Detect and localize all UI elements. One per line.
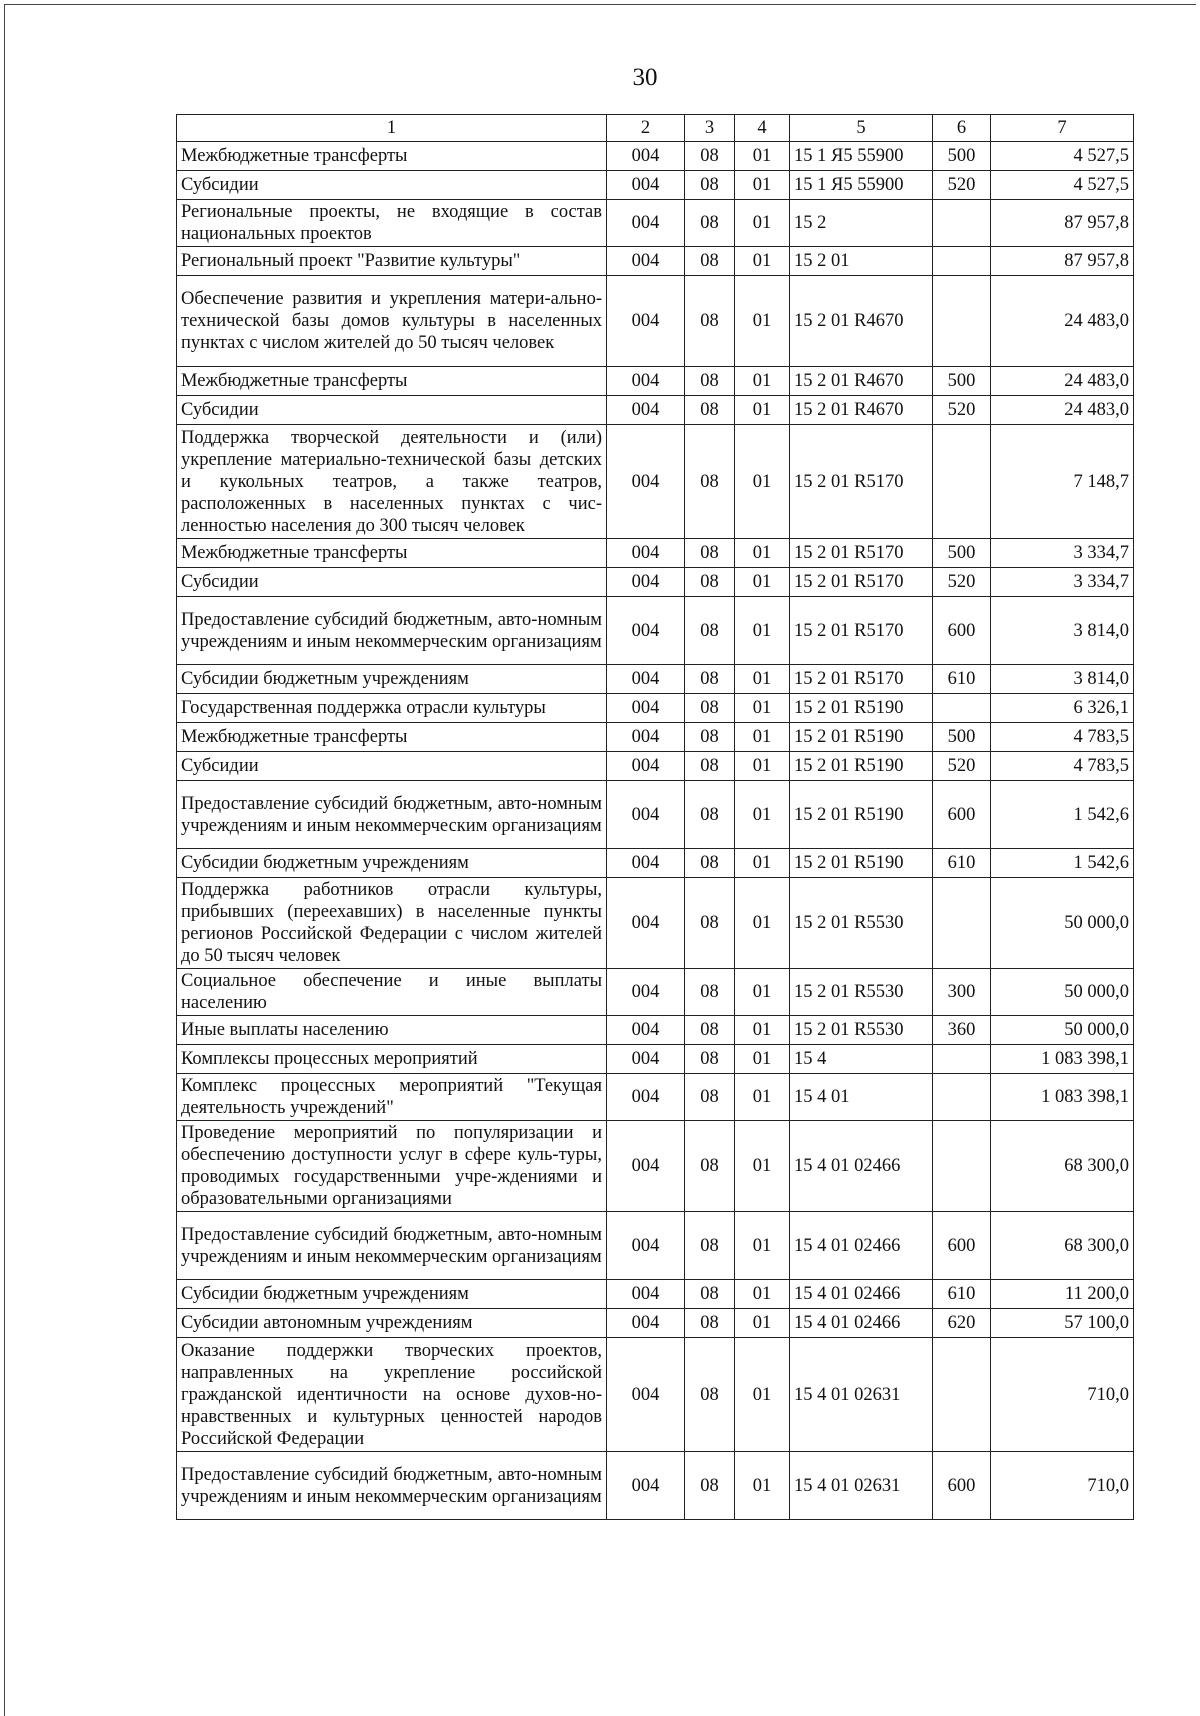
- subsection-code-cell: 01: [735, 1121, 790, 1212]
- expense-type-cell: 610: [933, 849, 991, 878]
- subsection-code-cell: 01: [735, 723, 790, 752]
- ministry-code-cell: 004: [607, 200, 685, 247]
- expense-type-cell: [933, 1045, 991, 1074]
- table-row: [177, 425, 1134, 539]
- ministry-code-cell: 004: [607, 1016, 685, 1045]
- ministry-code-cell: 004: [607, 781, 685, 849]
- subsection-code-cell: 01: [735, 752, 790, 781]
- section-code-cell: 08: [685, 1016, 735, 1045]
- subsection-code-cell: 01: [735, 568, 790, 597]
- section-code-cell: 08: [685, 969, 735, 1016]
- expense-type-cell: 520: [933, 171, 991, 200]
- amount-cell: 3 814,0: [991, 597, 1134, 665]
- target-article-cell: 15 2 01 R4670: [790, 396, 933, 425]
- table-row: [177, 200, 1134, 247]
- column-header: 6: [933, 115, 991, 142]
- column-header: 7: [991, 115, 1134, 142]
- ministry-code-cell: 004: [607, 1309, 685, 1338]
- section-code-cell: 08: [685, 142, 735, 171]
- amount-cell: 87 957,8: [991, 200, 1134, 247]
- column-header: 1: [177, 115, 607, 142]
- subsection-code-cell: 01: [735, 1280, 790, 1309]
- ministry-code-cell: 004: [607, 1121, 685, 1212]
- expense-type-cell: 600: [933, 597, 991, 665]
- item-name-cell: Субсидии: [177, 568, 607, 597]
- ministry-code-cell: 004: [607, 425, 685, 539]
- item-name-cell: Межбюджетные трансферты: [177, 723, 607, 752]
- item-name-cell: Субсидии бюджетным учреждениям: [177, 1280, 607, 1309]
- section-code-cell: 08: [685, 723, 735, 752]
- target-article-cell: 15 2 01 R5190: [790, 694, 933, 723]
- target-article-cell: 15 2 01 R5190: [790, 781, 933, 849]
- table-row: [177, 171, 1134, 200]
- item-name-cell: Субсидии автономным учреждениям: [177, 1309, 607, 1338]
- table-row: [177, 723, 1134, 752]
- target-article-cell: 15 2 01 R4670: [790, 276, 933, 367]
- item-name-cell: Поддержка работников отрасли культуры, прибывших (переехавших) в населенные пункты регионов Российской Федерации с числом жителей до 50 тысяч человек: [177, 878, 607, 969]
- section-code-cell: 08: [685, 694, 735, 723]
- section-code-cell: 08: [685, 171, 735, 200]
- expense-type-cell: [933, 247, 991, 276]
- item-name-cell: Межбюджетные трансферты: [177, 367, 607, 396]
- expense-type-cell: 610: [933, 665, 991, 694]
- amount-cell: 50 000,0: [991, 969, 1134, 1016]
- expense-type-cell: [933, 1338, 991, 1452]
- ministry-code-cell: 004: [607, 568, 685, 597]
- item-name-cell: Предоставление субсидий бюджетным, авто-номным учреждениям и иным некоммерческим организациям: [177, 781, 607, 849]
- subsection-code-cell: 01: [735, 781, 790, 849]
- target-article-cell: 15 2 01 R5170: [790, 425, 933, 539]
- section-code-cell: 08: [685, 1452, 735, 1520]
- ministry-code-cell: 004: [607, 276, 685, 367]
- section-code-cell: 08: [685, 849, 735, 878]
- amount-cell: 57 100,0: [991, 1309, 1134, 1338]
- section-code-cell: 08: [685, 1309, 735, 1338]
- expense-type-cell: 500: [933, 142, 991, 171]
- table-row: [177, 276, 1134, 367]
- section-code-cell: 08: [685, 425, 735, 539]
- budget-table: [176, 114, 1134, 1520]
- subsection-code-cell: 01: [735, 1338, 790, 1452]
- subsection-code-cell: 01: [735, 849, 790, 878]
- item-name-cell: Оказание поддержки творческих проектов, направленных на укрепление российской гражданской идентичности на основе духов-но-нравственных и культурных ценностей народов Российской Федерации: [177, 1338, 607, 1452]
- section-code-cell: 08: [685, 665, 735, 694]
- item-name-cell: Региональные проекты, не входящие в состав национальных проектов: [177, 200, 607, 247]
- target-article-cell: 15 1 Я5 55900: [790, 171, 933, 200]
- item-name-cell: Межбюджетные трансферты: [177, 539, 607, 568]
- ministry-code-cell: 004: [607, 396, 685, 425]
- amount-cell: 1 083 398,1: [991, 1045, 1134, 1074]
- amount-cell: 1 542,6: [991, 781, 1134, 849]
- table-row: [177, 247, 1134, 276]
- target-article-cell: 15 4 01 02466: [790, 1212, 933, 1280]
- item-name-cell: Государственная поддержка отрасли культуры: [177, 694, 607, 723]
- target-article-cell: 15 2 01 R5170: [790, 665, 933, 694]
- subsection-code-cell: 01: [735, 878, 790, 969]
- section-code-cell: 08: [685, 367, 735, 396]
- amount-cell: 24 483,0: [991, 367, 1134, 396]
- target-article-cell: 15 2 01 R5170: [790, 568, 933, 597]
- amount-cell: 87 957,8: [991, 247, 1134, 276]
- item-name-cell: Комплексы процессных мероприятий: [177, 1045, 607, 1074]
- subsection-code-cell: 01: [735, 1452, 790, 1520]
- item-name-cell: Иные выплаты населению: [177, 1016, 607, 1045]
- expense-type-cell: 600: [933, 1452, 991, 1520]
- ministry-code-cell: 004: [607, 171, 685, 200]
- item-name-cell: Субсидии бюджетным учреждениям: [177, 665, 607, 694]
- item-name-cell: Комплекс процессных мероприятий "Текущая деятельность учреждений": [177, 1074, 607, 1121]
- table-row: [177, 1074, 1134, 1121]
- section-code-cell: 08: [685, 597, 735, 665]
- target-article-cell: 15 2 01 R5530: [790, 878, 933, 969]
- amount-cell: 6 326,1: [991, 694, 1134, 723]
- section-code-cell: 08: [685, 396, 735, 425]
- amount-cell: 1 542,6: [991, 849, 1134, 878]
- amount-cell: 710,0: [991, 1338, 1134, 1452]
- expense-type-cell: [933, 200, 991, 247]
- amount-cell: 1 083 398,1: [991, 1074, 1134, 1121]
- section-code-cell: 08: [685, 781, 735, 849]
- item-name-cell: Субсидии: [177, 396, 607, 425]
- page-number: 30: [632, 64, 658, 91]
- item-name-cell: Субсидии: [177, 171, 607, 200]
- expense-type-cell: 520: [933, 568, 991, 597]
- amount-cell: 24 483,0: [991, 396, 1134, 425]
- item-name-cell: Субсидии: [177, 752, 607, 781]
- amount-cell: 68 300,0: [991, 1212, 1134, 1280]
- expense-type-cell: 300: [933, 969, 991, 1016]
- target-article-cell: 15 4 01 02631: [790, 1452, 933, 1520]
- amount-cell: 3 814,0: [991, 665, 1134, 694]
- subsection-code-cell: 01: [735, 171, 790, 200]
- section-code-cell: 08: [685, 1074, 735, 1121]
- item-name-cell: Социальное обеспечение и иные выплаты населению: [177, 969, 607, 1016]
- amount-cell: 4 527,5: [991, 171, 1134, 200]
- subsection-code-cell: 01: [735, 1309, 790, 1338]
- amount-cell: 4 527,5: [991, 142, 1134, 171]
- expense-type-cell: 500: [933, 367, 991, 396]
- section-code-cell: 08: [685, 1280, 735, 1309]
- table-row: [177, 665, 1134, 694]
- amount-cell: 50 000,0: [991, 1016, 1134, 1045]
- amount-cell: 68 300,0: [991, 1121, 1134, 1212]
- amount-cell: 11 200,0: [991, 1280, 1134, 1309]
- section-code-cell: 08: [685, 1121, 735, 1212]
- subsection-code-cell: 01: [735, 200, 790, 247]
- target-article-cell: 15 4: [790, 1045, 933, 1074]
- section-code-cell: 08: [685, 568, 735, 597]
- target-article-cell: 15 4 01: [790, 1074, 933, 1121]
- table-row: [177, 878, 1134, 969]
- target-article-cell: 15 2 01 R5170: [790, 539, 933, 568]
- ministry-code-cell: 004: [607, 142, 685, 171]
- item-name-cell: Обеспечение развития и укрепления матери-ально-технической базы домов культуры в населенных пунктах с числом жителей до 50 тысяч человек: [177, 276, 607, 367]
- target-article-cell: 15 2 01 R5530: [790, 1016, 933, 1045]
- column-header: 4: [735, 115, 790, 142]
- subsection-code-cell: 01: [735, 539, 790, 568]
- ministry-code-cell: 004: [607, 1338, 685, 1452]
- target-article-cell: 15 2: [790, 200, 933, 247]
- expense-type-cell: 520: [933, 752, 991, 781]
- expense-type-cell: 500: [933, 539, 991, 568]
- item-name-cell: Субсидии бюджетным учреждениям: [177, 849, 607, 878]
- target-article-cell: 15 2 01 R5190: [790, 849, 933, 878]
- amount-cell: 4 783,5: [991, 752, 1134, 781]
- table-row: [177, 367, 1134, 396]
- ministry-code-cell: 004: [607, 694, 685, 723]
- amount-cell: 3 334,7: [991, 539, 1134, 568]
- subsection-code-cell: 01: [735, 425, 790, 539]
- table-row: [177, 781, 1134, 849]
- ministry-code-cell: 004: [607, 367, 685, 396]
- subsection-code-cell: 01: [735, 694, 790, 723]
- ministry-code-cell: 004: [607, 849, 685, 878]
- target-article-cell: 15 2 01 R5190: [790, 752, 933, 781]
- amount-cell: 7 148,7: [991, 425, 1134, 539]
- expense-type-cell: 600: [933, 781, 991, 849]
- amount-cell: 710,0: [991, 1452, 1134, 1520]
- table-row: [177, 1212, 1134, 1280]
- ministry-code-cell: 004: [607, 1280, 685, 1309]
- section-code-cell: 08: [685, 1338, 735, 1452]
- ministry-code-cell: 004: [607, 878, 685, 969]
- ministry-code-cell: 004: [607, 539, 685, 568]
- amount-cell: 50 000,0: [991, 878, 1134, 969]
- column-header: 2: [607, 115, 685, 142]
- item-name-cell: Предоставление субсидий бюджетным, авто-номным учреждениям и иным некоммерческим организациям: [177, 1212, 607, 1280]
- subsection-code-cell: 01: [735, 969, 790, 1016]
- ministry-code-cell: 004: [607, 247, 685, 276]
- expense-type-cell: 520: [933, 396, 991, 425]
- table-row: [177, 396, 1134, 425]
- table-row: [177, 1016, 1134, 1045]
- table-body: [177, 142, 1134, 1520]
- expense-type-cell: 620: [933, 1309, 991, 1338]
- expense-type-cell: 610: [933, 1280, 991, 1309]
- section-code-cell: 08: [685, 276, 735, 367]
- subsection-code-cell: 01: [735, 276, 790, 367]
- column-header: 3: [685, 115, 735, 142]
- section-code-cell: 08: [685, 1045, 735, 1074]
- table-row: [177, 142, 1134, 171]
- target-article-cell: 15 1 Я5 55900: [790, 142, 933, 171]
- table-row: [177, 1452, 1134, 1520]
- subsection-code-cell: 01: [735, 1074, 790, 1121]
- table-row: [177, 568, 1134, 597]
- table-row: [177, 969, 1134, 1016]
- ministry-code-cell: 004: [607, 752, 685, 781]
- expense-type-cell: 360: [933, 1016, 991, 1045]
- table-row: [177, 694, 1134, 723]
- target-article-cell: 15 2 01 R5190: [790, 723, 933, 752]
- amount-cell: 24 483,0: [991, 276, 1134, 367]
- subsection-code-cell: 01: [735, 142, 790, 171]
- ministry-code-cell: 004: [607, 665, 685, 694]
- subsection-code-cell: 01: [735, 1212, 790, 1280]
- subsection-code-cell: 01: [735, 1016, 790, 1045]
- target-article-cell: 15 2 01 R4670: [790, 367, 933, 396]
- subsection-code-cell: 01: [735, 1045, 790, 1074]
- item-name-cell: Предоставление субсидий бюджетным, авто-номным учреждениям и иным некоммерческим организациям: [177, 1452, 607, 1520]
- amount-cell: 4 783,5: [991, 723, 1134, 752]
- ministry-code-cell: 004: [607, 1212, 685, 1280]
- section-code-cell: 08: [685, 752, 735, 781]
- expense-type-cell: 600: [933, 1212, 991, 1280]
- section-code-cell: 08: [685, 539, 735, 568]
- table-row: [177, 1309, 1134, 1338]
- ministry-code-cell: 004: [607, 1074, 685, 1121]
- section-code-cell: 08: [685, 878, 735, 969]
- target-article-cell: 15 4 01 02466: [790, 1309, 933, 1338]
- expense-type-cell: [933, 276, 991, 367]
- ministry-code-cell: 004: [607, 1452, 685, 1520]
- table-row: [177, 597, 1134, 665]
- subsection-code-cell: 01: [735, 665, 790, 694]
- table-row: [177, 1338, 1134, 1452]
- subsection-code-cell: 01: [735, 396, 790, 425]
- column-header: 5: [790, 115, 933, 142]
- target-article-cell: 15 4 01 02466: [790, 1280, 933, 1309]
- target-article-cell: 15 2 01: [790, 247, 933, 276]
- item-name-cell: Проведение мероприятий по популяризации и обеспечению доступности услуг в сфере куль-туры, проводимых государственными учре-ждениями и образовательными организациями: [177, 1121, 607, 1212]
- ministry-code-cell: 004: [607, 723, 685, 752]
- table-row: [177, 1045, 1134, 1074]
- section-code-cell: 08: [685, 247, 735, 276]
- expense-type-cell: [933, 878, 991, 969]
- subsection-code-cell: 01: [735, 597, 790, 665]
- expense-type-cell: [933, 425, 991, 539]
- section-code-cell: 08: [685, 200, 735, 247]
- subsection-code-cell: 01: [735, 367, 790, 396]
- expense-type-cell: 500: [933, 723, 991, 752]
- expense-type-cell: [933, 1074, 991, 1121]
- ministry-code-cell: 004: [607, 597, 685, 665]
- expense-type-cell: [933, 694, 991, 723]
- ministry-code-cell: 004: [607, 1045, 685, 1074]
- target-article-cell: 15 2 01 R5170: [790, 597, 933, 665]
- target-article-cell: 15 4 01 02631: [790, 1338, 933, 1452]
- table-row: [177, 1280, 1134, 1309]
- item-name-cell: Региональный проект "Развитие культуры": [177, 247, 607, 276]
- target-article-cell: 15 4 01 02466: [790, 1121, 933, 1212]
- header-row: [177, 115, 1134, 142]
- subsection-code-cell: 01: [735, 247, 790, 276]
- table-row: [177, 1121, 1134, 1212]
- expense-type-cell: [933, 1121, 991, 1212]
- table-row: [177, 752, 1134, 781]
- item-name-cell: Межбюджетные трансферты: [177, 142, 607, 171]
- section-code-cell: 08: [685, 1212, 735, 1280]
- ministry-code-cell: 004: [607, 969, 685, 1016]
- target-article-cell: 15 2 01 R5530: [790, 969, 933, 1016]
- item-name-cell: Предоставление субсидий бюджетным, авто-номным учреждениям и иным некоммерческим организациям: [177, 597, 607, 665]
- item-name-cell: Поддержка творческой деятельности и (или) укрепление материально-технической базы детских и кукольных театров, а также театров, расположенных в населенных пунктах с чис-ленностью населения до 300 тысяч человек: [177, 425, 607, 539]
- amount-cell: 3 334,7: [991, 568, 1134, 597]
- table-row: [177, 539, 1134, 568]
- table-row: [177, 849, 1134, 878]
